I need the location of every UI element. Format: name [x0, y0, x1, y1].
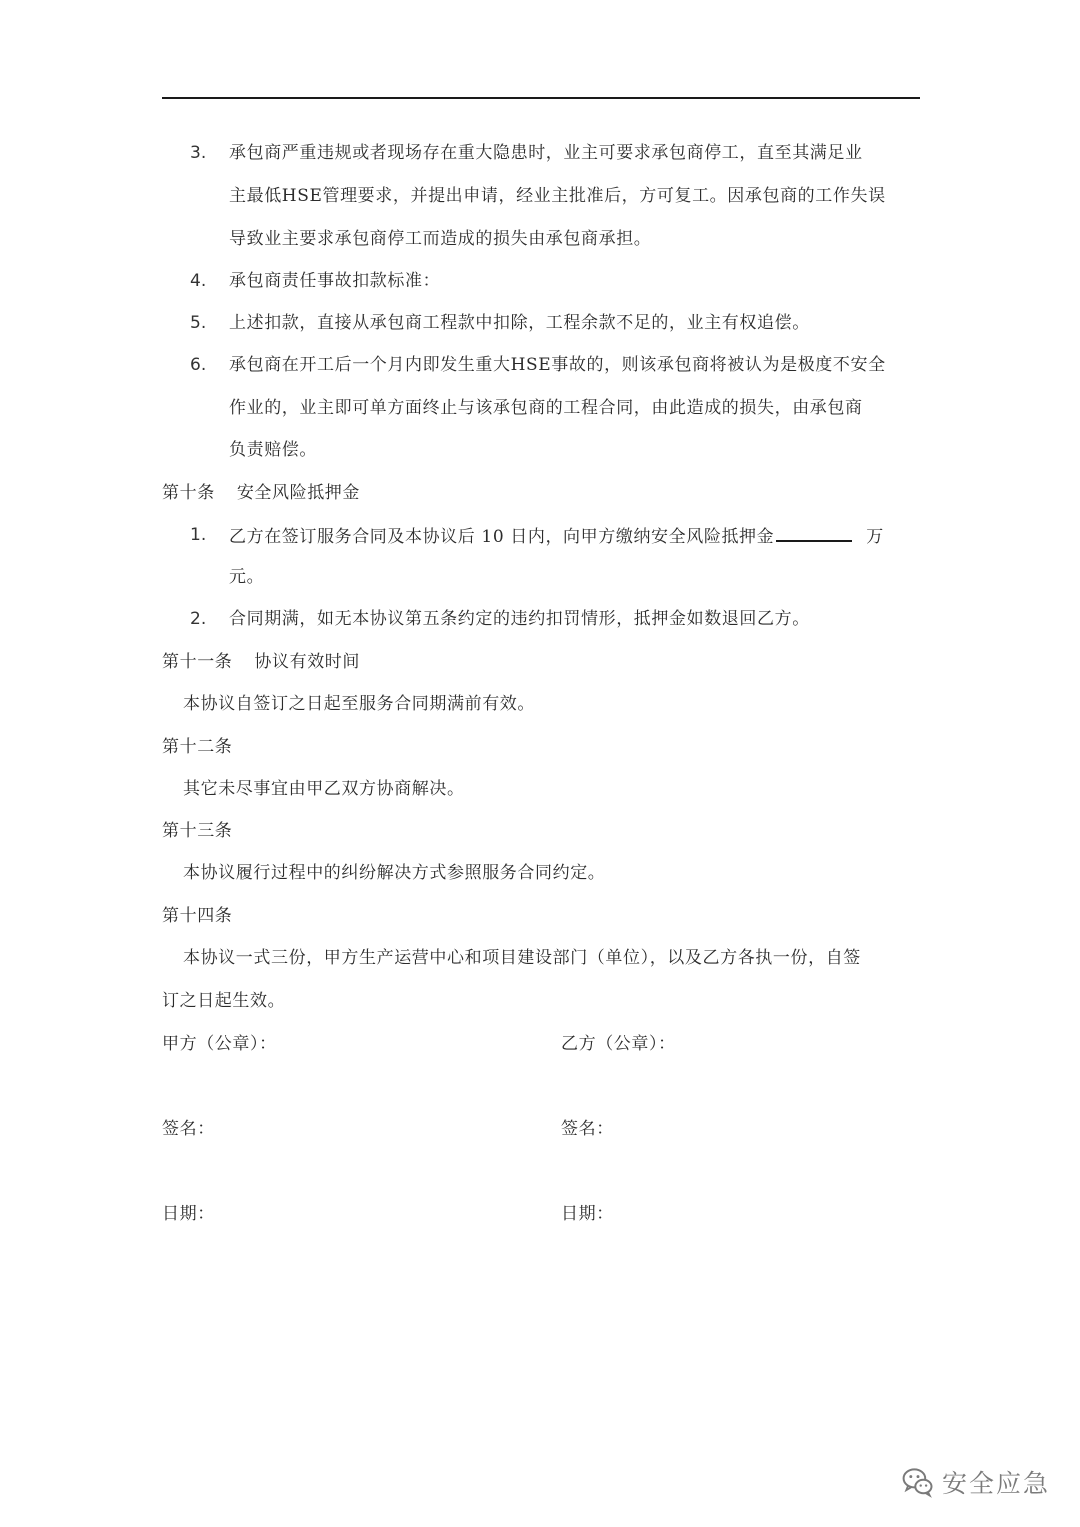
- watermark: [900, 1462, 1050, 1502]
- article-number: 第十一条: [162, 652, 233, 672]
- item-6-line-1: 承包商在开工后一个月内即发生重大HSE事故的，则该承包商将被认为是极度不安全: [229, 355, 886, 375]
- item-number: 1.: [190, 525, 207, 545]
- party-a-sign-label: 签名：: [162, 1119, 215, 1139]
- item-6-line-2: 作业的，业主即可单方面终止与该承包商的工程合同，由此造成的损失，由承包商: [229, 398, 863, 418]
- article-title: 安全风险抵押金: [236, 483, 361, 503]
- item-number: 3.: [190, 143, 207, 163]
- party-a-seal-label: 甲方（公章）：: [162, 1034, 277, 1054]
- item-number: 2.: [190, 609, 207, 629]
- wechat-icon: [900, 1464, 936, 1500]
- article-12-body: 其它未尽事宜由甲乙双方协商解决。: [183, 779, 465, 799]
- article-12-heading: 第十二条: [162, 737, 233, 757]
- party-b-seal-label: 乙方（公章）：: [561, 1034, 676, 1054]
- item-number: 6.: [190, 355, 207, 375]
- article-14-body-line-1: 本协议一式三份，甲方生产运营中心和项目建设部门（单位），以及乙方各执一份，自签: [183, 948, 861, 968]
- item-3-line-3: 导致业主要求承包商停工而造成的损失由承包商承担。: [229, 229, 652, 249]
- article-title: 协议有效时间: [254, 652, 361, 672]
- party-a-date-label: 日期：: [162, 1204, 215, 1224]
- deposit-clause-line-2: 元。: [229, 567, 265, 587]
- item-5-line-1: 上述扣款，直接从承包商工程款中扣除，工程余款不足的，业主有权追偿。: [229, 313, 810, 333]
- article-11-body: 本协议自签订之日起至服务合同期满前有效。: [183, 694, 535, 714]
- article-14-heading: 第十四条: [162, 906, 233, 926]
- header-rule: [162, 97, 920, 99]
- item-number: 5.: [190, 313, 207, 333]
- item-6-line-3: 负责赔偿。: [229, 440, 317, 460]
- item-3-line-2: 主最低HSE管理要求，并提出申请，经业主批准后，方可复工。因承包商的工作失误: [229, 186, 886, 206]
- item-4-line-1: 承包商责任事故扣款标准：: [229, 271, 441, 291]
- item-3-line-1: 承包商严重违规或者现场存在重大隐患时，业主可要求承包商停工，直至其满足业: [229, 143, 863, 163]
- deposit-unit: 万: [866, 527, 884, 547]
- deposit-clause-text: 乙方在签订服务合同及本协议后 10 日内，向甲方缴纳安全风险抵押金: [229, 527, 775, 547]
- party-b-date-label: 日期：: [561, 1204, 614, 1224]
- article-11-heading: [162, 651, 360, 673]
- article-13-heading: 第十三条: [162, 821, 233, 841]
- deposit-clause-line-1: [229, 524, 884, 548]
- article-13-body: 本协议履行过程中的纠纷解决方式参照服务合同约定。: [183, 863, 606, 883]
- article-number: 第十条: [162, 483, 215, 503]
- watermark-text: 安全应急: [942, 1469, 1051, 1498]
- article-14-body-line-2: 订之日起生效。: [162, 991, 286, 1011]
- refund-clause-line: 合同期满，如无本协议第五条约定的违约扣罚情形，抵押金如数退回乙方。: [229, 609, 810, 629]
- party-b-sign-label: 签名：: [561, 1119, 614, 1139]
- deposit-amount-blank: [776, 524, 852, 542]
- article-10-heading: [162, 482, 360, 504]
- item-number: 4.: [190, 271, 207, 291]
